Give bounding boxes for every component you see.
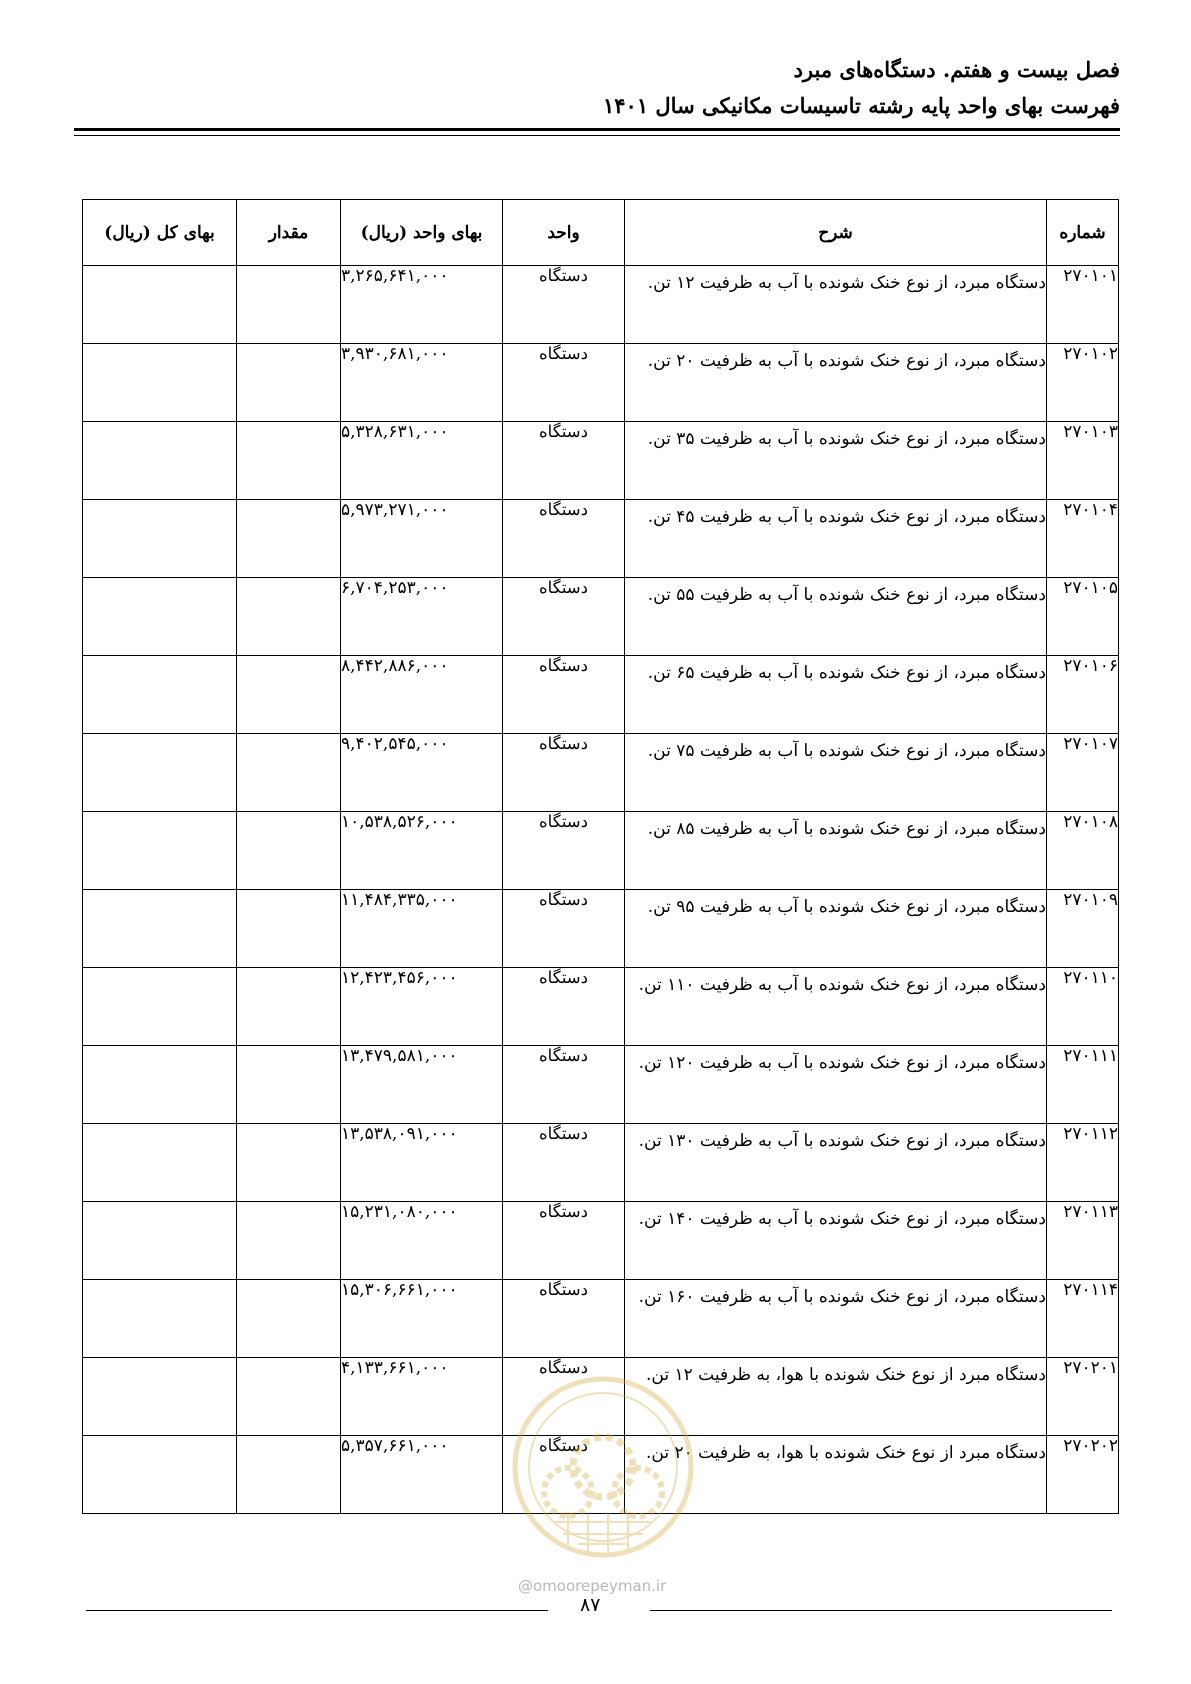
- row-unit-price: ۴,۱۳۳,۶۶۱,۰۰۰: [341, 1358, 503, 1436]
- column-header-unit-price: بهای واحد (ریال): [341, 200, 503, 266]
- row-unit-price: ۳,۹۳۰,۶۸۱,۰۰۰: [341, 344, 503, 422]
- row-quantity: [237, 578, 341, 656]
- footer-divider-left: [86, 1610, 548, 1611]
- row-quantity: [237, 500, 341, 578]
- row-total-price: [83, 578, 237, 656]
- column-header-code: شماره: [1047, 200, 1119, 266]
- row-description: دستگاه مبرد، از نوع خنک شونده با آب به ظرفیت ۱۳۰ تن.: [625, 1124, 1047, 1202]
- row-code: ۲۷۰۱۱۲: [1047, 1124, 1119, 1202]
- row-code: ۲۷۰۱۱۰: [1047, 968, 1119, 1046]
- row-code: ۲۷۰۱۰۱: [1047, 266, 1119, 344]
- row-unit-price: ۹,۴۰۲,۵۴۵,۰۰۰: [341, 734, 503, 812]
- row-unit: دستگاه: [503, 422, 625, 500]
- row-description: دستگاه مبرد، از نوع خنک شونده با آب به ظرفیت ۹۵ تن.: [625, 890, 1047, 968]
- table-row: [83, 656, 1119, 734]
- row-unit-price: ۵,۳۵۷,۶۶۱,۰۰۰: [341, 1436, 503, 1514]
- row-unit: دستگاه: [503, 1358, 625, 1436]
- document-title: فهرست بهای واحد پایه رشته تاسیسات مکانیکی سال ۱۴۰۱: [602, 93, 1120, 118]
- row-code: ۲۷۰۱۰۷: [1047, 734, 1119, 812]
- row-quantity: [237, 890, 341, 968]
- row-code: ۲۷۰۲۰۱: [1047, 1358, 1119, 1436]
- row-quantity: [237, 1124, 341, 1202]
- row-quantity: [237, 1280, 341, 1358]
- row-total-price: [83, 812, 237, 890]
- table-row: [83, 500, 1119, 578]
- row-unit: دستگاه: [503, 1202, 625, 1280]
- table-row: [83, 578, 1119, 656]
- price-list-table: [82, 199, 1119, 1514]
- row-unit: دستگاه: [503, 890, 625, 968]
- column-header-description: شرح: [625, 200, 1047, 266]
- row-code: ۲۷۰۱۱۱: [1047, 1046, 1119, 1124]
- row-code: ۲۷۰۱۰۳: [1047, 422, 1119, 500]
- row-total-price: [83, 734, 237, 812]
- row-unit: دستگاه: [503, 734, 625, 812]
- row-description: دستگاه مبرد، از نوع خنک شونده با آب به ظرفیت ۳۵ تن.: [625, 422, 1047, 500]
- row-description: دستگاه مبرد از نوع خنک شونده با هوا، به ظرفیت ۲۰ تن.: [625, 1436, 1047, 1514]
- row-code: ۲۷۰۱۰۶: [1047, 656, 1119, 734]
- table-row: [83, 1124, 1119, 1202]
- row-total-price: [83, 1124, 237, 1202]
- row-total-price: [83, 500, 237, 578]
- row-unit-price: ۱۲,۴۲۳,۴۵۶,۰۰۰: [341, 968, 503, 1046]
- row-total-price: [83, 1436, 237, 1514]
- row-unit-price: ۳,۲۶۵,۶۴۱,۰۰۰: [341, 266, 503, 344]
- row-description: دستگاه مبرد، از نوع خنک شونده با آب به ظرفیت ۸۵ تن.: [625, 812, 1047, 890]
- row-quantity: [237, 1046, 341, 1124]
- row-total-price: [83, 266, 237, 344]
- table-row: [83, 890, 1119, 968]
- table-row: [83, 266, 1119, 344]
- row-code: ۲۷۰۱۱۴: [1047, 1280, 1119, 1358]
- row-unit: دستگاه: [503, 1436, 625, 1514]
- row-quantity: [237, 812, 341, 890]
- row-unit-price: ۸,۴۴۲,۸۸۶,۰۰۰: [341, 656, 503, 734]
- chapter-title: فصل بیست و هفتم. دستگاه‌های مبرد: [793, 57, 1120, 82]
- row-total-price: [83, 1358, 237, 1436]
- column-header-unit: واحد: [503, 200, 625, 266]
- table-row: [83, 1202, 1119, 1280]
- row-quantity: [237, 656, 341, 734]
- row-quantity: [237, 422, 341, 500]
- row-quantity: [237, 734, 341, 812]
- row-total-price: [83, 968, 237, 1046]
- table-row: [83, 344, 1119, 422]
- page-header: [74, 52, 1120, 124]
- table-row: [83, 812, 1119, 890]
- footer-divider-right: [650, 1610, 1112, 1611]
- row-description: دستگاه مبرد، از نوع خنک شونده با آب به ظرفیت ۱۱۰ تن.: [625, 968, 1047, 1046]
- row-total-price: [83, 656, 237, 734]
- row-quantity: [237, 1436, 341, 1514]
- row-quantity: [237, 1202, 341, 1280]
- row-code: ۲۷۰۱۰۵: [1047, 578, 1119, 656]
- row-total-price: [83, 344, 237, 422]
- table-row: [83, 968, 1119, 1046]
- table-row: [83, 422, 1119, 500]
- row-unit: دستگاه: [503, 812, 625, 890]
- row-code: ۲۷۰۱۱۳: [1047, 1202, 1119, 1280]
- watermark-site-text: @omoorepeyman.ir: [518, 1577, 667, 1595]
- header-divider-thick: [74, 128, 1120, 131]
- row-description: دستگاه مبرد، از نوع خنک شونده با آب به ظرفیت ۱۶۰ تن.: [625, 1280, 1047, 1358]
- row-unit-price: ۱۵,۳۰۶,۶۶۱,۰۰۰: [341, 1280, 503, 1358]
- row-unit-price: ۱۵,۲۳۱,۰۸۰,۰۰۰: [341, 1202, 503, 1280]
- table-row: [83, 1280, 1119, 1358]
- row-description: دستگاه مبرد، از نوع خنک شونده با آب به ظرفیت ۶۵ تن.: [625, 656, 1047, 734]
- row-total-price: [83, 1202, 237, 1280]
- row-unit-price: ۱۱,۴۸۴,۳۳۵,۰۰۰: [341, 890, 503, 968]
- row-unit-price: ۵,۳۲۸,۶۳۱,۰۰۰: [341, 422, 503, 500]
- row-total-price: [83, 422, 237, 500]
- row-total-price: [83, 1046, 237, 1124]
- row-unit: دستگاه: [503, 500, 625, 578]
- row-description: دستگاه مبرد، از نوع خنک شونده با آب به ظرفیت ۷۵ تن.: [625, 734, 1047, 812]
- row-description: دستگاه مبرد از نوع خنک شونده با هوا، به ظرفیت ۱۲ تن.: [625, 1358, 1047, 1436]
- row-code: ۲۷۰۱۰۲: [1047, 344, 1119, 422]
- column-header-total-price: بهای کل (ریال): [83, 200, 237, 266]
- row-unit: دستگاه: [503, 1280, 625, 1358]
- row-unit: دستگاه: [503, 656, 625, 734]
- row-quantity: [237, 1358, 341, 1436]
- row-unit: دستگاه: [503, 1046, 625, 1124]
- row-unit: دستگاه: [503, 266, 625, 344]
- row-unit-price: ۵,۹۷۳,۲۷۱,۰۰۰: [341, 500, 503, 578]
- column-header-quantity: مقدار: [237, 200, 341, 266]
- header-divider-thin: [74, 135, 1120, 136]
- row-quantity: [237, 344, 341, 422]
- row-quantity: [237, 266, 341, 344]
- row-description: دستگاه مبرد، از نوع خنک شونده با آب به ظرفیت ۴۵ تن.: [625, 500, 1047, 578]
- row-description: دستگاه مبرد، از نوع خنک شونده با آب به ظرفیت ۵۵ تن.: [625, 578, 1047, 656]
- row-description: دستگاه مبرد، از نوع خنک شونده با آب به ظرفیت ۱۴۰ تن.: [625, 1202, 1047, 1280]
- row-unit: دستگاه: [503, 344, 625, 422]
- row-unit-price: ۱۳,۵۳۸,۰۹۱,۰۰۰: [341, 1124, 503, 1202]
- row-total-price: [83, 1280, 237, 1358]
- row-unit-price: ۶,۷۰۴,۲۵۳,۰۰۰: [341, 578, 503, 656]
- table-row: [83, 734, 1119, 812]
- page-number: ۸۷: [580, 1594, 601, 1616]
- row-quantity: [237, 968, 341, 1046]
- table-row: [83, 1046, 1119, 1124]
- row-code: ۲۷۰۱۰۴: [1047, 500, 1119, 578]
- row-unit: دستگاه: [503, 1124, 625, 1202]
- watermark-seal-icon: [508, 1372, 698, 1562]
- row-unit-price: ۱۰,۵۳۸,۵۲۶,۰۰۰: [341, 812, 503, 890]
- row-unit: دستگاه: [503, 968, 625, 1046]
- row-description: دستگاه مبرد، از نوع خنک شونده با آب به ظرفیت ۱۲ تن.: [625, 266, 1047, 344]
- row-code: ۲۷۰۱۰۸: [1047, 812, 1119, 890]
- row-code: ۲۷۰۱۰۹: [1047, 890, 1119, 968]
- row-total-price: [83, 890, 237, 968]
- row-unit: دستگاه: [503, 578, 625, 656]
- row-code: ۲۷۰۲۰۲: [1047, 1436, 1119, 1514]
- row-description: دستگاه مبرد، از نوع خنک شونده با آب به ظرفیت ۲۰ تن.: [625, 344, 1047, 422]
- row-description: دستگاه مبرد، از نوع خنک شونده با آب به ظرفیت ۱۲۰ تن.: [625, 1046, 1047, 1124]
- row-unit-price: ۱۳,۴۷۹,۵۸۱,۰۰۰: [341, 1046, 503, 1124]
- table-header-row: [83, 200, 1119, 266]
